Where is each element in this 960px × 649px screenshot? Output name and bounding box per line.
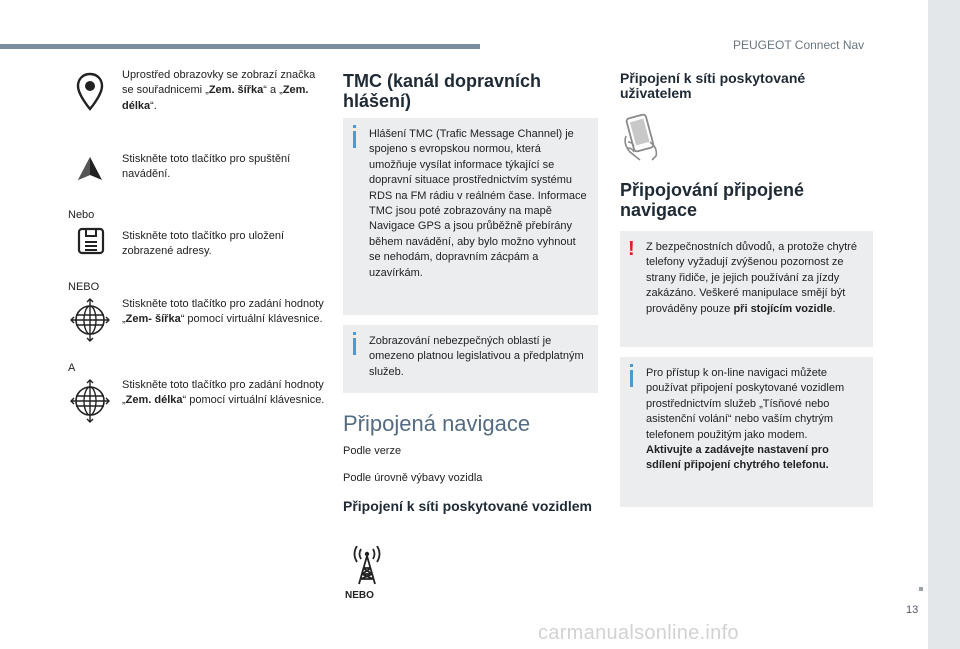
hazard-info-text: Zobrazování nebezpečných oblastí je omezeno platnou legislativou a předplatným služeb.	[369, 335, 584, 378]
info-marker	[353, 338, 356, 355]
smartphone-hand-icon	[618, 112, 668, 162]
label-a: A	[68, 362, 76, 374]
page-number: 13	[906, 604, 919, 616]
safety-warning-box	[620, 231, 873, 347]
equipment-note: Podle úrovně výbavy vozidla	[343, 472, 483, 484]
warning-icon: !	[628, 238, 635, 260]
online-access-text: Pro přístup k on-line navigaci můžete používat připojení poskytované vozidlem prostřednictvím služeb „Tísňové nebo asistenční volání“ nebo vaším chytrým telefonem použitým jako modem. Aktivujte a zadávejte nastavení pro sdílení připojení chytrého telefonu.	[646, 367, 845, 472]
navigation-arrow-icon	[75, 155, 105, 183]
globe-longitude-icon	[70, 379, 110, 423]
save-address-text: Stiskněte toto tlačítko pro uložení zobrazené adresy.	[122, 230, 285, 258]
location-pin-icon	[75, 72, 105, 112]
tmc-title: TMC (kanál dopravních hlášení)	[343, 71, 542, 111]
globe-latitude-icon	[70, 298, 110, 342]
online-access-info-box	[620, 357, 873, 507]
version-note: Podle verze	[343, 445, 402, 457]
safety-warning-text: Z bezpečnostních důvodů, a protože chytré telefony vyžadují zvýšenou pozornost ze strany řidiče, je jejich používání za jízdy zakázáno. Veškeré manipulace smějí být prováděny pouze při stojícím vozidle.	[646, 241, 857, 315]
side-strip	[928, 0, 960, 649]
connecting-nav-title: Připojování připojené navigace	[620, 180, 805, 220]
save-icon	[76, 226, 106, 256]
antenna-tower-icon	[350, 546, 384, 586]
header-brand: PEUGEOT Connect Nav	[733, 38, 865, 52]
latitude-entry-text: Stiskněte toto tlačítko pro zadání hodnoty „Zem- šířka“ pomocí virtuální klávesnice.	[122, 298, 324, 326]
longitude-entry-text: Stiskněte toto tlačítko pro zadání hodnoty „Zem. délka“ pomocí virtuální klávesnice.	[122, 379, 325, 407]
connected-nav-title: Připojená navigace	[343, 411, 531, 436]
watermark: carmanualsonline.info	[538, 622, 739, 644]
strip-marker	[919, 587, 923, 591]
header-rule	[0, 44, 480, 49]
start-guidance-text: Stiskněte toto tlačítko pro spuštění navádění.	[122, 153, 291, 181]
tmc-info-box	[343, 118, 598, 315]
hazard-info-box	[343, 325, 598, 393]
info-marker	[630, 370, 633, 387]
user-network-title: Připojení k síti poskytované uživatelem	[620, 70, 806, 101]
vehicle-network-title: Připojení k síti poskytované vozidlem	[343, 498, 592, 514]
info-marker	[353, 131, 356, 148]
label-nebo: Nebo	[68, 209, 95, 221]
label-nebo-caps: NEBO	[68, 281, 100, 293]
pin-description: Uprostřed obrazovky se zobrazí značka se souřadnicemi „Zem. šířka“ a „Zem. délka“.	[122, 69, 316, 112]
nebo-label-bold: NEBO	[345, 590, 374, 601]
tmc-info-text: Hlášení TMC (Trafic Message Channel) je spojeno s evropskou normou, která umožňuje vysílat informace týkající se dopravní situace prostřednictvím systému RDS na FM rádiu v reálném čase. Informace TMC jsou poté zobrazovány na mapě Navigace GPS a jsou průběžně přebírány během navádění, aby bylo možno vyhnout se nehodám, dopravním zácpám a uzavírkám.	[369, 128, 587, 279]
